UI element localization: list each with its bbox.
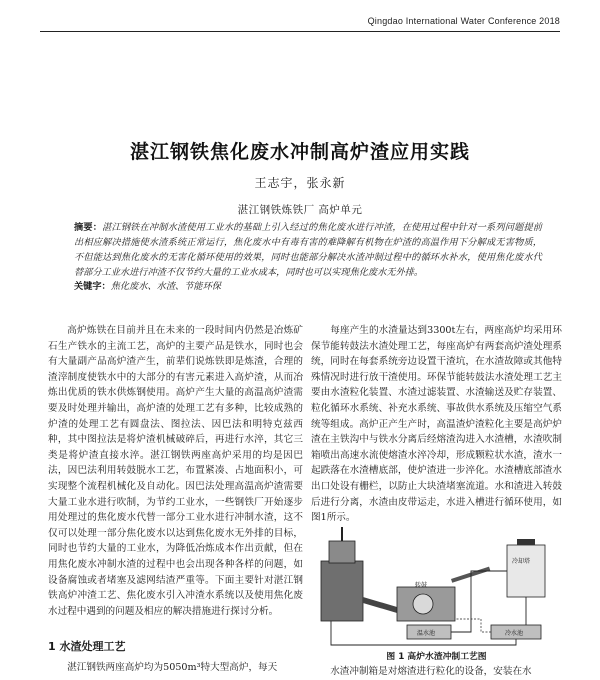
left-column — [48, 323, 303, 619]
intro-paragraph: 高炉炼铁在目前并且在未来的一段时间内仍然是冶炼矿石生产铁水的主流工艺，高炉的主要产品是铁水，同时也会有大量副产品高炉渣产生，前辈们说炼铁即是炼渣，合理的渣滓制度使铁水中的大部分的有害元素进入高炉渣，从而冶炼出优质的铁水供炼钢使用。高炉产生大量的高温高炉渣需要及时处理并输出，高炉渣的处理工艺有多种，比较成熟的炉渣的处理工艺有圆盘法、图拉法、因巴法和明特克兹西种，其中图拉法是将炉渣机械破碎后，再进行水淬，其它三类是将炉渣直接水淬。湛江钢铁两座高炉采用的均是因巴法，因巴法利用转鼓脱水工艺，布置紧凑、占地面积小，可实现整个流程机械化及自动化。因巴法处理高温高炉渣需要大量工业水进行吹制，为节约工业水，一些钢铁厂开始逐步用处理过的焦化废水代替一部分工业水进行冲制水渣，这不仅可以处理一部分焦化废水以达到焦化废水无外排的目标，同时也节约大量的工业水，为降低冶炼成本作出贡献，但在用焦化废水冲制水渣的过程中也会出现各种各样的问题，如设备腐蚀或者堵塞及滤网结渣严重等。下面主要针对湛江钢铁高炉冲渣工艺、焦化废水引入冲渣水系统以及使用焦化废水过程中遇到的问题及相应的解决措施进行探讨分析。 — [48, 325, 303, 617]
figure-following-text: 水渣冲制箱是对熔渣进行粒化的设备，安装在水 — [330, 666, 532, 677]
paper-affiliation: 湛江钢铁炼铁厂 高炉单元 — [237, 204, 363, 216]
furnace-top — [329, 541, 355, 563]
abstract-label: 摘要： — [74, 222, 103, 233]
furnace-body — [321, 561, 363, 621]
running-header: Qingdao International Water Conference 2018 — [367, 16, 560, 26]
header-rule — [40, 31, 560, 32]
label-hot-pool: 温水池 — [417, 630, 436, 637]
label-cold-pool: 冷水池 — [505, 630, 524, 637]
paper-authors: 王志宇，张永新 — [254, 176, 346, 190]
section-first-line: 湛江钢铁两座高炉均为5050m³特大型高炉，每天 — [67, 662, 278, 673]
keywords — [74, 280, 542, 294]
keywords-text: 焦化废水、水渣、节能环保 — [110, 281, 221, 292]
keywords-label: 关键字： — [74, 281, 111, 292]
process-diagram — [311, 527, 562, 647]
cooling-tower-fan — [517, 539, 535, 545]
slag-runner — [363, 597, 397, 613]
process-paragraph: 每座产生的水渣量达到3300t左右，两座高炉均采用环保节能转鼓法水渣处理工艺，每座高炉有两套高炉渣处理系统，同时在每套系统旁边设置干渣坑，在水渣故障或其他特殊情况时进行放干渣使用。环保节能转鼓法水渣处理工艺主要由水渣粒化装置、水渣过滤装置、水渣输送及贮存装置、粒化循环水系统、补充水系统、事故供水系统及压缩空气系统等组成。高炉正产生产时，高温渣炉渣粒化主要是高炉炉渣在主铁沟中与铁水分离后经熔渣沟进入水渣槽，水渣吹制箱喷出高速水流使熔渣水淬冷却，形成颗粒状水渣，渣水一起跌落在水渣槽底部，使炉渣进一步淬化。水渣槽底部渣水出口处设有栅栏，以防止大块渣堵塞流道。水和渣进入转鼓后进行分离，水渣由皮带运走，水进入槽进行循环使用，如图1所示。 — [311, 325, 562, 524]
abstract — [74, 220, 542, 280]
abstract-text: 湛江钢铁在冲制水渣使用工业水的基础上引入经过的焦化废水进行冲渣，在使用过程中针对一系列问题提前出相应解决措施使水渣系统正常运行，焦化废水中有毒有害的难降解有机物在炉渣的高温作用下分解成无害物质，不但能达到焦化废水的无害化循环使用的效果，同时也能部分解决水渣冲制过程中的循环水补水，使用焦化废水代替部分工业水进行冲渣不仅节约大量的工业水成本，同时也可以实现焦化废水无外排。 — [74, 222, 543, 278]
granulation-pipe — [455, 619, 491, 632]
drum-filter — [413, 594, 433, 614]
figure-caption: 图 1 高炉水渣冲制工艺图 — [386, 652, 487, 662]
right-column — [311, 323, 562, 526]
cooling-tower — [507, 545, 545, 597]
label-drum: 转鼓 — [415, 582, 428, 589]
label-cooling-tower: 冷却塔 — [512, 558, 531, 565]
section-heading: 1 水渣处理工艺 — [48, 640, 126, 653]
paper-title: 湛江钢铁焦化废水冲制高炉渣应用实践 — [129, 141, 470, 163]
